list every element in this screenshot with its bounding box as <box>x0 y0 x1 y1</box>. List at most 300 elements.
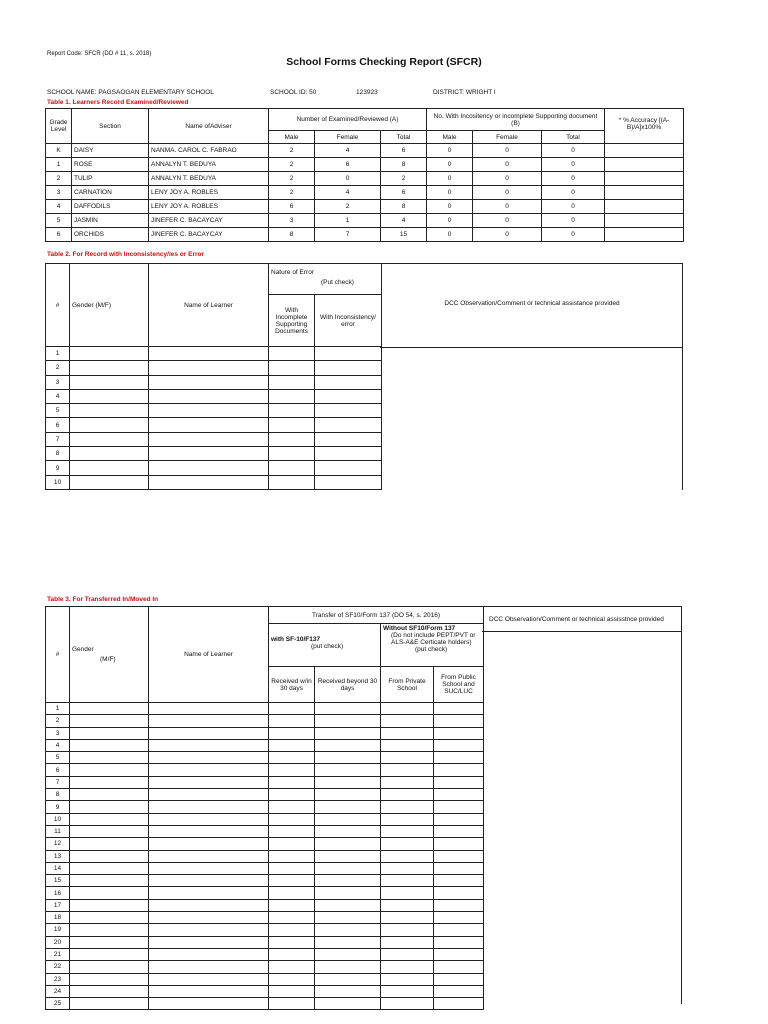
blank-cell <box>269 739 315 751</box>
adviser-cell: NANMA. CAROL C. FABRAO <box>149 144 269 158</box>
blank-cell <box>149 447 269 461</box>
table-row <box>46 727 484 739</box>
blank-cell <box>70 936 149 948</box>
total-count-cell: 2 <box>381 172 427 186</box>
total-count-cell: 15 <box>381 228 427 242</box>
adviser-cell: LENY JOY A. ROBLES <box>149 200 269 214</box>
row-number-cell: 23 <box>46 973 70 985</box>
blank-cell <box>70 924 149 936</box>
row-number-cell: 7 <box>46 776 70 788</box>
put-check-label: (Put check) <box>321 279 354 286</box>
blank-cell <box>149 912 269 924</box>
blank-cell <box>381 752 434 764</box>
blank-cell <box>269 912 315 924</box>
row-number-cell: 1 <box>46 703 70 715</box>
blank-cell <box>381 703 434 715</box>
table-row <box>46 813 484 825</box>
blank-cell <box>149 715 269 727</box>
total-inconsistency-cell: 0 <box>542 172 605 186</box>
blank-cell <box>315 961 381 973</box>
blank-cell <box>70 801 149 813</box>
blank-cell <box>381 875 434 887</box>
table-row <box>46 703 484 715</box>
row-number-cell: 5 <box>46 404 70 418</box>
blank-cell <box>381 825 434 837</box>
blank-cell <box>315 973 381 985</box>
blank-cell <box>70 862 149 874</box>
blank-cell <box>70 825 149 837</box>
right-border-line <box>682 346 683 490</box>
male-count-cell: 2 <box>269 144 315 158</box>
blank-cell <box>434 973 484 985</box>
blank-cell <box>315 739 381 751</box>
row-number-cell: 8 <box>46 789 70 801</box>
row-number-cell: 3 <box>46 727 70 739</box>
table-row <box>46 172 684 186</box>
blank-cell <box>434 727 484 739</box>
row-number-cell: 9 <box>46 461 70 475</box>
female-inconsistency-cell: 0 <box>473 158 542 172</box>
blank-cell <box>269 447 315 461</box>
table-row <box>46 825 484 837</box>
blank-cell <box>149 776 269 788</box>
table-row <box>46 887 484 899</box>
table-row <box>46 186 684 200</box>
row-number-cell: 7 <box>46 432 70 446</box>
table-row <box>46 715 484 727</box>
table-row <box>46 739 484 751</box>
row-number-cell: 25 <box>46 998 70 1010</box>
blank-cell <box>149 961 269 973</box>
received-30-days-header: Received w/in 30 days <box>269 667 315 703</box>
blank-cell <box>381 887 434 899</box>
row-number-cell: 18 <box>46 912 70 924</box>
blank-cell <box>315 875 381 887</box>
blank-cell <box>269 461 315 475</box>
grade-level-cell: 5 <box>46 214 72 228</box>
blank-cell <box>70 447 149 461</box>
blank-cell <box>269 850 315 862</box>
table-row <box>46 361 382 375</box>
grade-level-cell: 4 <box>46 200 72 214</box>
male-count-cell: 3 <box>269 214 315 228</box>
adviser-cell: ANNALYN T. BEDUYA <box>149 172 269 186</box>
accuracy-cell <box>605 158 684 172</box>
inconsistency-error-header: With Inconsistency/ error <box>315 295 382 347</box>
blank-cell <box>269 825 315 837</box>
blank-cell <box>70 887 149 899</box>
table-row <box>46 475 382 489</box>
blank-cell <box>149 361 269 375</box>
grade-level-cell: 1 <box>46 158 72 172</box>
blank-cell <box>434 862 484 874</box>
grade-level-cell: 3 <box>46 186 72 200</box>
blank-cell <box>149 887 269 899</box>
male-count-cell: 8 <box>269 228 315 242</box>
row-number-cell: 1 <box>46 347 70 361</box>
blank-cell <box>315 418 382 432</box>
section-header: Section <box>72 109 149 144</box>
adviser-cell: LENY JOY A. ROBLES <box>149 186 269 200</box>
table3-caption: Table 3. For Transferred In/Moved In <box>47 596 159 603</box>
blank-cell <box>149 875 269 887</box>
blank-cell <box>434 985 484 997</box>
row-number-cell: 13 <box>46 850 70 862</box>
blank-cell <box>149 703 269 715</box>
row-number-cell: 10 <box>46 813 70 825</box>
num-header: # <box>46 264 70 347</box>
blank-cell <box>269 838 315 850</box>
row-number-cell: 14 <box>46 862 70 874</box>
table-row <box>46 752 484 764</box>
female-header: Female <box>315 131 381 144</box>
total-inconsistency-cell: 0 <box>542 186 605 200</box>
blank-cell <box>315 703 381 715</box>
blank-cell <box>381 973 434 985</box>
blank-cell <box>434 912 484 924</box>
table-row <box>46 347 382 361</box>
blank-cell <box>149 418 269 432</box>
blank-cell <box>434 776 484 788</box>
table-row <box>46 899 484 911</box>
blank-cell <box>315 899 381 911</box>
male-count-cell: 2 <box>269 172 315 186</box>
blank-cell <box>149 998 269 1010</box>
with-put-check: (put check) <box>311 643 344 650</box>
blank-cell <box>269 361 315 375</box>
male-inconsistency-cell: 0 <box>427 186 473 200</box>
blank-cell <box>70 418 149 432</box>
nature-label: Nature of Error <box>271 269 314 276</box>
male-inconsistency-cell: 0 <box>427 228 473 242</box>
blank-cell <box>70 752 149 764</box>
total-count-cell: 4 <box>381 214 427 228</box>
blank-cell <box>381 813 434 825</box>
blank-cell <box>70 961 149 973</box>
row-number-cell: 24 <box>46 985 70 997</box>
blank-cell <box>269 998 315 1010</box>
blank-cell <box>70 973 149 985</box>
blank-cell <box>70 361 149 375</box>
without-note: (Do not include PEPT/PVT or ALS-A&E Certicate holders) <box>391 632 476 646</box>
blank-cell <box>149 404 269 418</box>
blank-cell <box>70 727 149 739</box>
table2-caption: Table 2. For Record with Inconsistency/ies or Error <box>47 251 205 258</box>
female-inconsistency-cell: 0 <box>473 144 542 158</box>
female-inconsistency-cell: 0 <box>473 172 542 186</box>
adviser-header: Name ofAdviser <box>149 109 269 144</box>
row-number-cell: 4 <box>46 739 70 751</box>
total-inconsistency-cell: 0 <box>542 214 605 228</box>
without-sf10-label: Without SF10/Form 137 <box>383 625 456 632</box>
gender-mf-label: (M/F) <box>100 656 116 663</box>
blank-cell <box>269 801 315 813</box>
total-header: Total <box>381 131 427 144</box>
blank-cell <box>315 948 381 960</box>
blank-cell <box>149 375 269 389</box>
table-row <box>46 912 484 924</box>
learners-record-table <box>45 108 684 242</box>
blank-cell <box>434 715 484 727</box>
num-header: # <box>46 607 70 703</box>
row-number-cell: 6 <box>46 418 70 432</box>
row-number-cell: 6 <box>46 764 70 776</box>
blank-cell <box>381 862 434 874</box>
blank-cell <box>70 432 149 446</box>
male-inconsistency-cell: 0 <box>427 158 473 172</box>
blank-cell <box>315 764 381 776</box>
blank-cell <box>381 739 434 751</box>
blank-cell <box>381 936 434 948</box>
blank-cell <box>434 998 484 1010</box>
table-row <box>46 801 484 813</box>
blank-cell <box>315 475 382 489</box>
blank-cell <box>70 715 149 727</box>
public-school-header: From Public School and SUC/LUC <box>434 667 484 703</box>
table-row <box>46 461 382 475</box>
accuracy-cell <box>605 200 684 214</box>
blank-cell <box>70 475 149 489</box>
section-cell: ORCHIDS <box>72 228 149 242</box>
blank-cell <box>70 739 149 751</box>
blank-cell <box>315 998 381 1010</box>
total-count-cell: 6 <box>381 144 427 158</box>
table-row <box>46 924 484 936</box>
table-row <box>46 875 484 887</box>
total-header: Total <box>542 131 605 144</box>
total-inconsistency-cell: 0 <box>542 200 605 214</box>
accuracy-cell <box>605 172 684 186</box>
blank-cell <box>315 404 382 418</box>
blank-cell <box>149 739 269 751</box>
blank-cell <box>434 899 484 911</box>
blank-cell <box>70 347 149 361</box>
blank-cell <box>315 432 382 446</box>
blank-cell <box>434 703 484 715</box>
blank-cell <box>70 461 149 475</box>
blank-cell <box>269 899 315 911</box>
blank-cell <box>269 764 315 776</box>
blank-cell <box>269 347 315 361</box>
blank-cell <box>315 862 381 874</box>
blank-cell <box>149 727 269 739</box>
blank-cell <box>434 924 484 936</box>
blank-cell <box>149 801 269 813</box>
transferred-in-table <box>45 606 484 1010</box>
blank-cell <box>269 703 315 715</box>
row-number-cell: 15 <box>46 875 70 887</box>
blank-cell <box>315 389 382 403</box>
blank-cell <box>70 838 149 850</box>
blank-cell <box>269 862 315 874</box>
page-title: School Forms Checking Report (SFCR) <box>286 56 482 68</box>
blank-cell <box>149 764 269 776</box>
table-row <box>46 389 382 403</box>
blank-cell <box>315 752 381 764</box>
blank-cell <box>381 899 434 911</box>
blank-cell <box>434 801 484 813</box>
blank-cell <box>149 850 269 862</box>
right-border-line <box>681 630 682 1004</box>
blank-cell <box>434 789 484 801</box>
accuracy-header: * % Accuracy [(A-B)/A]x100% <box>605 109 684 144</box>
school-id-label: SCHOOL ID: 50 <box>270 89 317 96</box>
grade-level-cell: K <box>46 144 72 158</box>
section-cell: ROSE <box>72 158 149 172</box>
blank-cell <box>149 347 269 361</box>
blank-cell <box>149 862 269 874</box>
blank-cell <box>315 461 382 475</box>
total-inconsistency-cell: 0 <box>542 144 605 158</box>
blank-cell <box>381 850 434 862</box>
blank-cell <box>269 789 315 801</box>
district: DISTRICT: WRIGHT I <box>433 89 496 96</box>
grade-level-header: Grade Level <box>46 109 72 144</box>
section-cell: TULIP <box>72 172 149 186</box>
blank-cell <box>269 924 315 936</box>
blank-cell <box>269 389 315 403</box>
female-count-cell: 4 <box>315 186 381 200</box>
blank-cell <box>149 936 269 948</box>
incomplete-docs-header: With Incomplete Supporting Documents <box>269 295 315 347</box>
row-number-cell: 22 <box>46 961 70 973</box>
section-cell: DAISY <box>72 144 149 158</box>
blank-cell <box>269 973 315 985</box>
blank-cell <box>434 875 484 887</box>
female-count-cell: 6 <box>315 158 381 172</box>
total-count-cell: 6 <box>381 186 427 200</box>
blank-cell <box>70 703 149 715</box>
total-count-cell: 8 <box>381 200 427 214</box>
male-header: Male <box>269 131 315 144</box>
examined-header: Number of Examined/Reviewed (A) <box>269 109 427 131</box>
blank-cell <box>149 899 269 911</box>
female-inconsistency-cell: 0 <box>473 186 542 200</box>
blank-cell <box>434 887 484 899</box>
blank-cell <box>434 739 484 751</box>
male-inconsistency-cell: 0 <box>427 172 473 186</box>
report-code: Report Code: SFCR (DO # 11, s. 2018) <box>47 51 152 57</box>
total-inconsistency-cell: 0 <box>542 158 605 172</box>
school-id-value: 123923 <box>356 89 378 96</box>
blank-cell <box>269 813 315 825</box>
blank-cell <box>434 850 484 862</box>
male-inconsistency-cell: 0 <box>427 214 473 228</box>
blank-cell <box>70 948 149 960</box>
adviser-cell: ANNALYN T. BEDUYA <box>149 158 269 172</box>
blank-cell <box>149 475 269 489</box>
row-number-cell: 2 <box>46 361 70 375</box>
section-cell: JASMIN <box>72 214 149 228</box>
nature-of-error-header <box>269 264 382 295</box>
blank-cell <box>434 764 484 776</box>
table-row <box>46 144 684 158</box>
row-number-cell: 2 <box>46 715 70 727</box>
female-inconsistency-cell: 0 <box>473 200 542 214</box>
blank-cell <box>381 912 434 924</box>
accuracy-cell <box>605 228 684 242</box>
dcc-observation-header: DCC Observation/Comment or technical assistance provided <box>444 300 620 307</box>
blank-cell <box>149 924 269 936</box>
blank-cell <box>315 447 382 461</box>
blank-cell <box>269 404 315 418</box>
blank-cell <box>434 813 484 825</box>
row-number-cell: 3 <box>46 375 70 389</box>
blank-cell <box>315 375 382 389</box>
female-inconsistency-cell: 0 <box>473 214 542 228</box>
blank-cell <box>381 924 434 936</box>
inconsistency-header: No. With Incositency or incomplete Supporting document (B) <box>427 109 605 131</box>
blank-cell <box>434 948 484 960</box>
blank-cell <box>381 715 434 727</box>
blank-cell <box>381 961 434 973</box>
blank-cell <box>70 776 149 788</box>
row-number-cell: 9 <box>46 801 70 813</box>
blank-cell <box>269 475 315 489</box>
blank-cell <box>269 418 315 432</box>
table-row <box>46 789 484 801</box>
row-number-cell: 4 <box>46 389 70 403</box>
blank-cell <box>315 776 381 788</box>
table-row <box>46 200 684 214</box>
blank-cell <box>70 375 149 389</box>
blank-cell <box>70 899 149 911</box>
blank-cell <box>381 764 434 776</box>
female-header: Female <box>473 131 542 144</box>
blank-cell <box>70 875 149 887</box>
section-cell: CARNATION <box>72 186 149 200</box>
blank-cell <box>149 813 269 825</box>
blank-cell <box>315 924 381 936</box>
male-inconsistency-cell: 0 <box>427 144 473 158</box>
accuracy-cell <box>605 186 684 200</box>
blank-cell <box>70 764 149 776</box>
section-cell: DAFFODILS <box>72 200 149 214</box>
school-name: SCHOOL NAME: PAGSAOGAN ELEMENTARY SCHOOL <box>47 89 214 96</box>
blank-cell <box>315 715 381 727</box>
blank-cell <box>315 727 381 739</box>
table-row <box>46 764 484 776</box>
blank-cell <box>381 948 434 960</box>
blank-cell <box>269 432 315 446</box>
female-count-cell: 2 <box>315 200 381 214</box>
blank-cell <box>149 838 269 850</box>
male-header: Male <box>427 131 473 144</box>
learner-header: Name of Learner <box>149 264 269 347</box>
blank-cell <box>70 789 149 801</box>
row-number-cell: 12 <box>46 838 70 850</box>
grade-level-cell: 6 <box>46 228 72 242</box>
row-number-cell: 16 <box>46 887 70 899</box>
blank-cell <box>269 985 315 997</box>
accuracy-cell <box>605 144 684 158</box>
table-row <box>46 948 484 960</box>
blank-cell <box>149 948 269 960</box>
table1-caption: Table 1. Learners Record Examined/Reviewed <box>47 99 189 106</box>
blank-cell <box>70 389 149 403</box>
male-count-cell: 2 <box>269 186 315 200</box>
table-row <box>46 862 484 874</box>
table-row <box>46 375 382 389</box>
female-count-cell: 1 <box>315 214 381 228</box>
row-number-cell: 17 <box>46 899 70 911</box>
row-number-cell: 10 <box>46 475 70 489</box>
total-count-cell: 8 <box>381 158 427 172</box>
blank-cell <box>381 727 434 739</box>
male-inconsistency-cell: 0 <box>427 200 473 214</box>
blank-cell <box>315 801 381 813</box>
accuracy-cell <box>605 214 684 228</box>
